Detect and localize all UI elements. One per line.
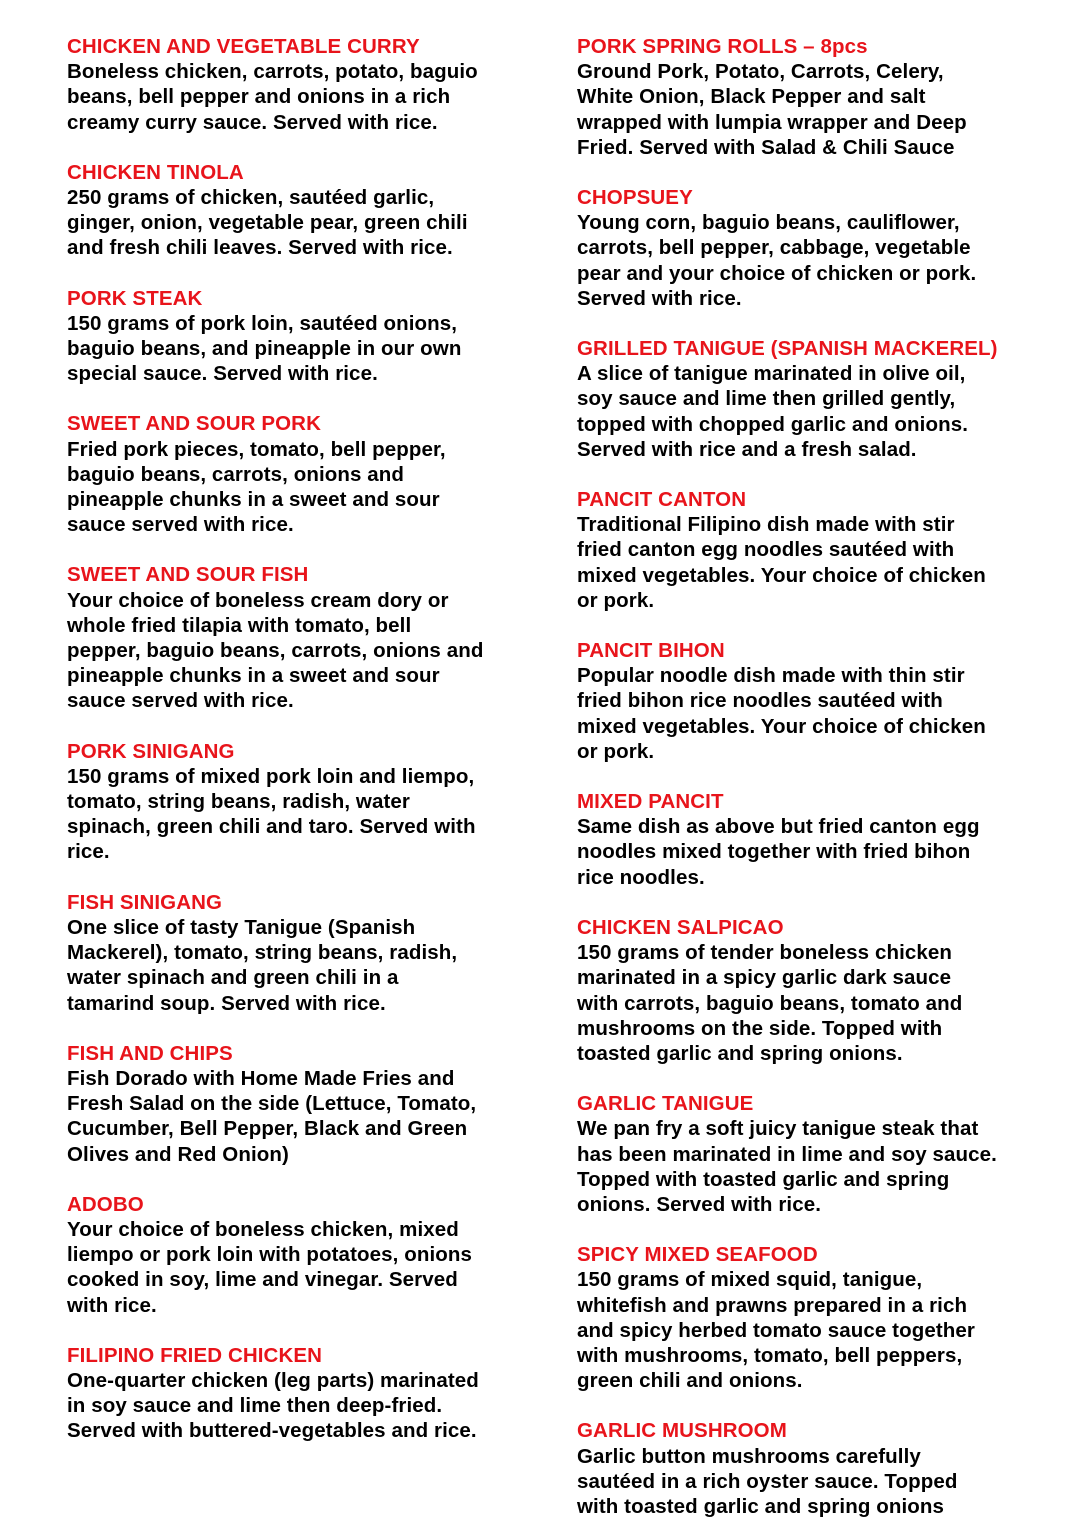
menu-item bbox=[67, 34, 537, 135]
menu-item-title: FISH AND CHIPS bbox=[67, 1041, 233, 1065]
menu-item-title: PANCIT BIHON bbox=[577, 639, 725, 663]
menu-item-description-line: Served with buttered-vegetables and rice. bbox=[67, 1419, 477, 1443]
menu-item-description-line: sauce served with rice. bbox=[67, 689, 294, 713]
menu-item-description-line: with carrots, baguio beans, tomato and bbox=[577, 991, 963, 1015]
menu-item-description-line: noodles mixed together with fried bihon bbox=[577, 840, 971, 864]
item-spacer bbox=[67, 537, 537, 562]
menu-item-description-line: rice. bbox=[67, 840, 110, 864]
menu-item-description-line: special sauce. Served with rice. bbox=[67, 362, 378, 386]
menu-item bbox=[577, 1418, 1047, 1519]
menu-item-description-line: or pork. bbox=[577, 739, 655, 763]
menu-item-description-line: creamy curry sauce. Served with rice. bbox=[67, 110, 438, 134]
menu-item bbox=[67, 562, 537, 713]
menu-item-description-line: Your choice of boneless chicken, mixed bbox=[67, 1217, 459, 1241]
menu-item-description-line: White Onion, Black Pepper and salt bbox=[577, 85, 926, 109]
menu-item-description-line: mixed vegetables. Your choice of chicken bbox=[577, 563, 986, 587]
menu-item-description-line: water spinach and green chili in a bbox=[67, 966, 399, 990]
menu-item-description-line: 250 grams of chicken, sautéed garlic, bbox=[67, 186, 435, 210]
item-spacer bbox=[67, 1318, 537, 1343]
item-spacer bbox=[577, 613, 1047, 638]
menu-item-description-line: Traditional Filipino dish made with stir bbox=[577, 513, 955, 537]
menu-item-description-line: One slice of tasty Tanigue (Spanish bbox=[67, 915, 416, 939]
item-spacer bbox=[577, 311, 1047, 336]
menu-item-title: GRILLED TANIGUE (SPANISH MACKEREL) bbox=[577, 337, 998, 361]
menu-item-description-line: tomato, string beans, radish, water bbox=[67, 790, 410, 814]
menu-item bbox=[67, 1192, 537, 1318]
menu-item bbox=[577, 487, 1047, 613]
menu-item-description-line: Fresh Salad on the side (Lettuce, Tomato, bbox=[67, 1092, 477, 1116]
menu-item-title: SWEET AND SOUR FISH bbox=[67, 563, 309, 587]
menu-item bbox=[67, 160, 537, 261]
menu-item-title: FISH SINIGANG bbox=[67, 890, 223, 914]
menu-item-description-line: Boneless chicken, carrots, potato, baguio bbox=[67, 60, 478, 84]
menu-item-description-line: wrapped with lumpia wrapper and Deep bbox=[577, 110, 967, 134]
menu-item-title: PORK STEAK bbox=[67, 286, 203, 310]
menu-item-title: SPICY MIXED SEAFOOD bbox=[577, 1243, 818, 1267]
menu-item-description-line: baguio beans, carrots, onions and bbox=[67, 462, 405, 486]
menu-item-description-line: Mackerel), tomato, string beans, radish, bbox=[67, 941, 458, 965]
menu-item-description-line: soy sauce and lime then grilled gently, bbox=[577, 387, 956, 411]
menu-item-description-line: mushrooms on the side. Topped with bbox=[577, 1016, 943, 1040]
menu-item-description-line: Fish Dorado with Home Made Fries and bbox=[67, 1066, 455, 1090]
menu-item-description-line: ginger, onion, vegetable pear, green chili bbox=[67, 211, 468, 235]
menu-item-description-line: A slice of tanigue marinated in olive oil, bbox=[577, 362, 966, 386]
item-spacer bbox=[577, 1217, 1047, 1242]
menu-item-description-line: with toasted garlic and spring onions bbox=[577, 1494, 945, 1518]
menu-item-title: CHICKEN TINOLA bbox=[67, 160, 244, 184]
menu-item-description-line: pineapple chunks in a sweet and sour bbox=[67, 488, 440, 512]
menu-item-title: SWEET AND SOUR PORK bbox=[67, 412, 321, 436]
menu-item-description-line: green chili and onions. bbox=[577, 1369, 803, 1393]
menu-item-description-line: Ground Pork, Potato, Carrots, Celery, bbox=[577, 60, 944, 84]
menu-item-title: MIXED PANCIT bbox=[577, 790, 724, 814]
menu-item-title: CHICKEN SALPICAO bbox=[577, 915, 784, 939]
menu-item bbox=[67, 411, 537, 537]
item-spacer bbox=[67, 1016, 537, 1041]
menu-item-description-line: beans, bell pepper and onions in a rich bbox=[67, 85, 451, 109]
menu-item-title: ADOBO bbox=[67, 1192, 144, 1216]
item-spacer bbox=[577, 462, 1047, 487]
menu-item-description-line: fried canton egg noodles sautéed with bbox=[577, 538, 955, 562]
menu-item-title: GARLIC MUSHROOM bbox=[577, 1419, 787, 1443]
item-spacer bbox=[67, 261, 537, 286]
menu-item-description-line: Served with rice and a fresh salad. bbox=[577, 437, 917, 461]
menu-item-description-line: 150 grams of tender boneless chicken bbox=[577, 941, 953, 965]
menu-item-description-line: and fresh chili leaves. Served with rice. bbox=[67, 236, 453, 260]
menu-item-title: CHICKEN AND VEGETABLE CURRY bbox=[67, 35, 420, 58]
menu-column-right bbox=[577, 34, 1047, 1519]
menu-item-description-line: Topped with toasted garlic and spring bbox=[577, 1167, 950, 1191]
menu-item bbox=[577, 34, 1047, 160]
menu-item-description-line: with rice. bbox=[67, 1293, 157, 1317]
item-spacer bbox=[577, 1066, 1047, 1091]
menu-item-description-line: sautéed in a rich oyster sauce. Topped bbox=[577, 1469, 958, 1493]
menu-item-description-line: spinach, green chili and taro. Served with bbox=[67, 815, 476, 839]
item-spacer bbox=[577, 890, 1047, 915]
menu-item-description-line: baguio beans, and pineapple in our own bbox=[67, 337, 462, 361]
menu-item-description-line: 150 grams of pork loin, sautéed onions, bbox=[67, 311, 458, 335]
menu-item bbox=[577, 638, 1047, 764]
item-spacer bbox=[67, 714, 537, 739]
menu-item bbox=[577, 336, 1047, 462]
menu-item-description-line: whitefish and prawns prepared in a rich bbox=[577, 1293, 968, 1317]
menu-item-description-line: onions. Served with rice. bbox=[577, 1192, 822, 1216]
item-spacer bbox=[67, 865, 537, 890]
menu-item bbox=[577, 185, 1047, 311]
menu-item-description-line: has been marinated in lime and soy sauce. bbox=[577, 1142, 997, 1166]
item-spacer bbox=[577, 1393, 1047, 1418]
item-spacer bbox=[577, 160, 1047, 185]
menu-item-description-line: pear and your choice of chicken or pork. bbox=[577, 261, 977, 285]
menu-item-description-line: Your choice of boneless cream dory or bbox=[67, 588, 449, 612]
item-spacer bbox=[67, 386, 537, 411]
menu-item-description-line: Garlic button mushrooms carefully bbox=[577, 1444, 921, 1468]
menu-item bbox=[67, 286, 537, 387]
menu-item-description-line: carrots, bell pepper, cabbage, vegetable bbox=[577, 236, 971, 260]
menu-item-description-line: One-quarter chicken (leg parts) marinated bbox=[67, 1368, 479, 1392]
menu-item-description-line: rice noodles. bbox=[577, 865, 705, 889]
menu-item bbox=[577, 1091, 1047, 1217]
menu-item-description-line: whole fried tilapia with tomato, bell bbox=[67, 613, 412, 637]
menu-item-description-line: marinated in a spicy garlic dark sauce bbox=[577, 966, 952, 990]
menu-item-description-line: pineapple chunks in a sweet and sour bbox=[67, 664, 440, 688]
item-spacer bbox=[67, 135, 537, 160]
menu-item-description-line: fried bihon rice noodles sautéed with bbox=[577, 689, 943, 713]
menu-item-description-line: and spicy herbed tomato sauce together bbox=[577, 1318, 975, 1342]
menu-item bbox=[67, 739, 537, 865]
menu-item-description-line: cooked in soy, lime and vinegar. Served bbox=[67, 1268, 458, 1292]
menu-item-title: FILIPINO FRIED CHICKEN bbox=[67, 1343, 323, 1367]
menu-item-description-line: Served with rice. bbox=[577, 286, 742, 310]
menu-item bbox=[67, 1343, 537, 1444]
menu-column-left bbox=[67, 34, 537, 1444]
menu-item-title: PANCIT CANTON bbox=[577, 488, 747, 512]
menu-item-description-line: We pan fry a soft juicy tanigue steak that bbox=[577, 1117, 979, 1141]
menu-item-description-line: in soy sauce and lime then deep-fried. bbox=[67, 1394, 443, 1418]
menu-item-description-line: Cucumber, Bell Pepper, Black and Green bbox=[67, 1117, 468, 1141]
menu-item-description-line: Same dish as above but fried canton egg bbox=[577, 815, 980, 839]
menu-item bbox=[67, 1041, 537, 1167]
menu-item-description-line: Fried. Served with Salad & Chili Sauce bbox=[577, 135, 955, 159]
menu-item-description-line: 150 grams of mixed pork loin and liempo, bbox=[67, 764, 475, 788]
menu-item bbox=[577, 789, 1047, 890]
menu-item bbox=[577, 1242, 1047, 1393]
menu-item-description-line: mixed vegetables. Your choice of chicken bbox=[577, 714, 986, 738]
menu-item-description-line: pepper, baguio beans, carrots, onions and bbox=[67, 639, 484, 663]
menu-item-description-line: sauce served with rice. bbox=[67, 513, 294, 537]
menu-item-description-line: Young corn, baguio beans, cauliflower, bbox=[577, 211, 960, 235]
menu-item-title: CHOPSUEY bbox=[577, 186, 693, 210]
menu-item-title: PORK SPRING ROLLS – 8pcs bbox=[577, 35, 868, 58]
menu-item-description-line: 150 grams of mixed squid, tanigue, bbox=[577, 1268, 923, 1292]
menu-item-description-line: tamarind soup. Served with rice. bbox=[67, 991, 386, 1015]
menu-item-description-line: Olives and Red Onion) bbox=[67, 1142, 289, 1166]
menu-item bbox=[67, 890, 537, 1016]
menu-item-description-line: or pork. bbox=[577, 588, 655, 612]
menu-item-description-line: toasted garlic and spring onions. bbox=[577, 1041, 903, 1065]
menu-item-description-line: with mushrooms, tomato, bell peppers, bbox=[577, 1343, 963, 1367]
item-spacer bbox=[67, 1167, 537, 1192]
menu-item-description-line: topped with chopped garlic and onions. bbox=[577, 412, 969, 436]
menu-item-title: GARLIC TANIGUE bbox=[577, 1092, 754, 1116]
menu-item bbox=[577, 915, 1047, 1066]
menu-item-description-line: Popular noodle dish made with thin stir bbox=[577, 664, 965, 688]
item-spacer bbox=[577, 764, 1047, 789]
menu-item-description-line: liempo or pork loin with potatoes, onions bbox=[67, 1243, 472, 1267]
menu-item-description-line: Fried pork pieces, tomato, bell pepper, bbox=[67, 437, 446, 461]
menu-item-title: PORK SINIGANG bbox=[67, 739, 235, 763]
